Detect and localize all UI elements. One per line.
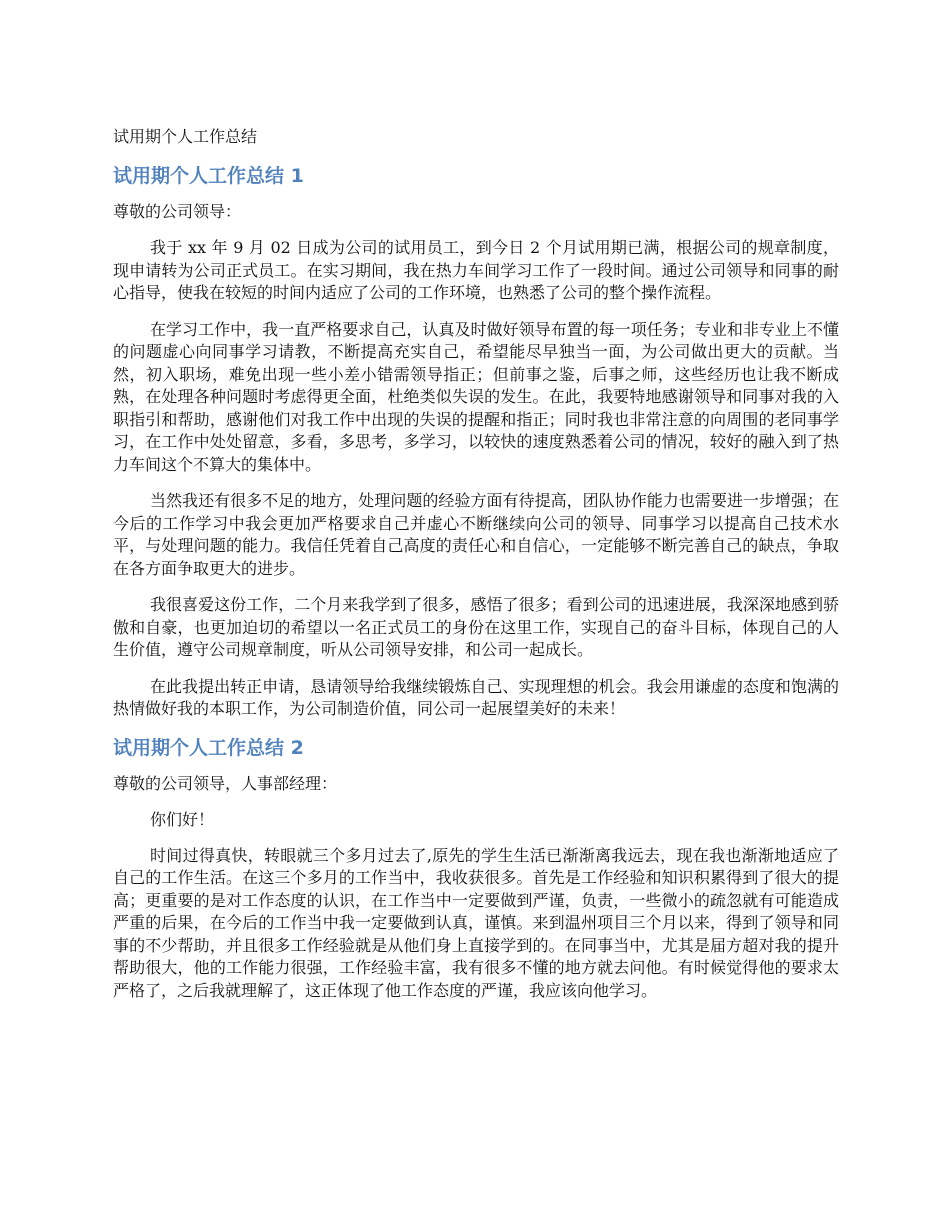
document-title: 试用期个人工作总结 [113, 127, 258, 146]
section-heading: 试用期个人工作总结 2 [113, 736, 304, 759]
section-1 [113, 163, 839, 721]
document-page [113, 126, 839, 1016]
salutation: 尊敬的公司领导： [113, 202, 242, 221]
body-paragraph: 我于 xx 年 9 月 02 日成为公司的试用员工，到今日 2 个月试用期已满，根据公司的规章制度，现申请转为公司正式员工。在实习期间，我在热力车间学习工作了一段时间。通过公司领导和同事的耐心指导，使我在较短的时间内适应了公司的工作环境，也熟悉了公司的整个操作流程。 [113, 238, 839, 302]
section-heading: 试用期个人工作总结 1 [113, 165, 304, 187]
section-2 [113, 735, 839, 1003]
body-paragraph: 当然我还有很多不足的地方，处理问题的经验方面有待提高，团队协作能力也需要进一步增强；在今后的工作学习中我会更加严格要求自己并虚心不断继续向公司的领导、同事学习以提高自己技术水平，与处理问题的能力。我信任凭着自己高度的责任心和自信心，一定能够不断完善自己的缺点，争取在各方面争取更大的进步。 [113, 491, 839, 578]
body-paragraph: 我很喜爱这份工作，二个月来我学到了很多，感悟了很多；看到公司的迅速进展，我深深地感到骄傲和自豪，也更加迫切的希望以一名正式员工的身份在这里工作，实现自己的奋斗目标，体现自己的人生价值，遵守公司规章制度，听从公司领导安排，和公司一起成长。 [113, 595, 839, 659]
greeting: 你们好！ [150, 809, 215, 829]
body-paragraph: 在学习工作中，我一直严格要求自己，认真及时做好领导布置的每一项任务；专业和非专业上不懂的问题虚心向同事学习请教，不断提高充实自己，希望能尽早独当一面，为公司做出更大的贡献。当然，初入职场，难免出现一些小差小错需领导指正；但前事之鉴，后事之师，这些经历也让我不断成熟，在处理各种问题时考虑得更全面，杜绝类似失误的发生。在此，我要特地感谢领导和同事对我的入职指引和帮助，感谢他们对我工作中出现的失误的提醒和指正；同时我也非常注意的向周围的老同事学习，在工作中处处留意，多看，多思考，多学习，以较快的速度熟悉着公司的情况，较好的融入到了热力车间这个不算大的集体中。 [113, 319, 839, 474]
body-paragraph: 在此我提出转正申请，恳请领导给我继续锻炼自己、实现理想的机会。我会用谦虚的态度和饱满的热情做好我的本职工作，为公司制造价值，同公司一起展望美好的未来！ [113, 676, 839, 718]
salutation: 尊敬的公司领导，人事部经理： [113, 773, 338, 793]
body-paragraph: 时间过得真快，转眼就三个多月过去了,原先的学生生活已渐渐离我远去，现在我也渐渐地适应了自己的工作生活。在这三个多月的工作当中，我收获很多。首先是工作经验和知识积累得到了很大的提高；更重要的是对工作态度的认识，在工作当中一定要做到严谨，负责，一些微小的疏忽就有可能造成严重的后果，在今后的工作当中我一定要做到认真，谨慎。来到温州项目三个月以来，得到了领导和同事的不少帮助，并且很多工作经验就是从他们身上直接学到的。在同事当中，尤其是届方超对我的提升帮助很大，他的工作能力很强，工作经验丰富，我有很多不懂的地方就去问他。有时候觉得他的要求太严格了，之后我就理解了，这正体现了他工作态度的严谨，我应该向他学习。 [113, 845, 839, 1000]
